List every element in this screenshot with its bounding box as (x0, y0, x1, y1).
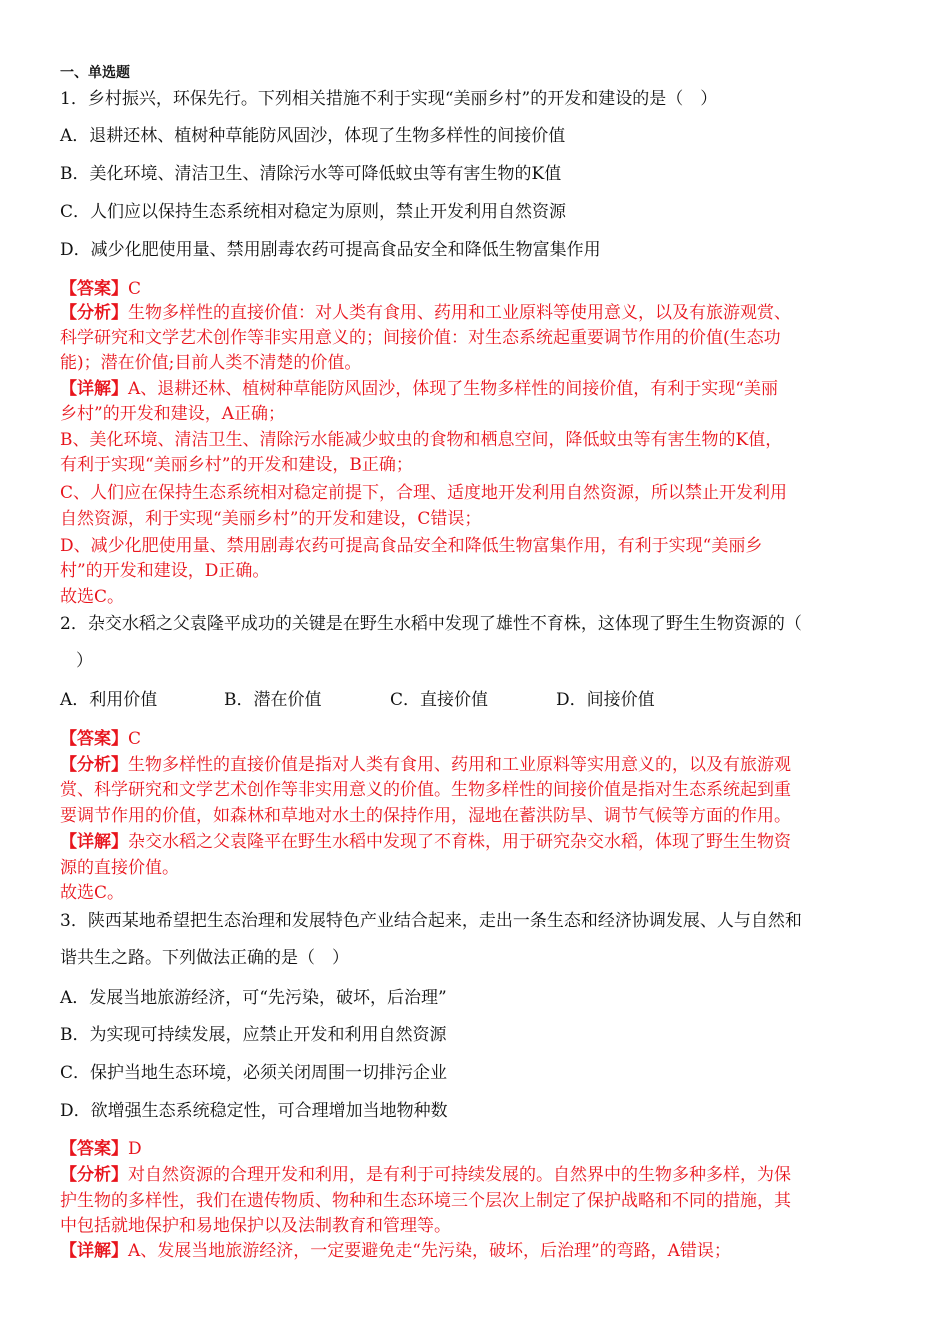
analysis-tag: 【分析】 (60, 303, 128, 323)
answer-value: C (128, 729, 142, 749)
q1-analysis-line: 能)；潜在价值;目前人类不清楚的价值。 (60, 353, 362, 373)
detail-text: A、退耕还林、植树种草能防风固沙，体现了生物多样性的间接价值，有利于实现“美丽 (128, 379, 778, 399)
q1-detail-line: 有利于实现“美丽乡村”的开发和建设，B正确； (60, 455, 413, 475)
answer-tag: 【答案】 (60, 279, 128, 299)
q1-option-b: B．美化环境、清洁卫生、清除污水等可降低蚊虫等有害生物的K值 (60, 164, 562, 184)
q2-option-c: C．直接价值 (390, 690, 489, 710)
q1-option-a: A．退耕还林、植树种草能防风固沙，体现了生物多样性的间接价值 (60, 126, 566, 146)
answer-tag: 【答案】 (60, 1139, 128, 1159)
detail-text: 杂交水稻之父袁隆平在野生水稻中发现了不育株，用于研究杂交水稻，体现了野生生物资 (128, 832, 791, 852)
q3-analysis-line (60, 1164, 791, 1186)
q3-answer (60, 1138, 142, 1160)
analysis-text: 生物多样性的直接价值：对人类有食用、药用和工业原料等使用意义，以及有旅游观赏、 (128, 303, 791, 323)
q2-detail-line (60, 831, 791, 853)
analysis-text: 对自然资源的合理开发和利用，是有利于可持续发展的。自然界中的生物多种多样，为保 (128, 1165, 791, 1185)
q1-conclusion: 故选C。 (60, 587, 125, 607)
q2-analysis-line: 赏、科学研究和文学艺术创作等非实用意义的价值。生物多样性的间接价值是指对生态系统起到重 (60, 780, 791, 800)
detail-tag: 【详解】 (60, 1241, 128, 1261)
q2-analysis-line (60, 754, 791, 776)
q2-conclusion: 故选C。 (60, 883, 125, 903)
q3-option-a: A．发展当地旅游经济，可“先污染，破坏，后治理” (60, 988, 447, 1008)
q1-detail-line: B、美化环境、清洁卫生、清除污水能减少蚊虫的食物和栖息空间，降低蚊虫等有害生物的K值， (60, 430, 783, 450)
q3-analysis-line: 护生物的多样性，我们在遗传物质、物种和生态环境三个层次上制定了保护战略和不同的措施，其 (60, 1191, 791, 1211)
detail-text: A、发展当地旅游经济，一定要避免走“先污染，破坏，后治理”的弯路，A错误； (128, 1241, 731, 1261)
q1-detail-line: 村”的开发和建设，D正确。 (60, 561, 270, 581)
q1-stem: 1．乡村振兴，环保先行。下列相关措施不利于实现“美丽乡村”的开发和建设的是（ ） (60, 89, 718, 109)
q3-detail-line (60, 1240, 731, 1262)
q1-analysis-line (60, 302, 791, 324)
q1-detail-line: 自然资源，利于实现“美丽乡村”的开发和建设，C错误； (60, 509, 482, 529)
answer-value: D (128, 1139, 142, 1159)
answer-value: C (128, 279, 142, 299)
section-title: 一、单选题 (60, 65, 130, 81)
q3-stem-line2: 谐共生之路。下列做法正确的是（ ） (60, 948, 349, 968)
q3-option-d: D．欲增强生态系统稳定性，可合理增加当地物种数 (60, 1101, 448, 1121)
q1-detail-line: 乡村”的开发和建设，A正确； (60, 404, 285, 424)
q2-detail-line: 源的直接价值。 (60, 858, 179, 878)
q3-option-c: C．保护当地生态环境，必须关闭周围一切排污企业 (60, 1063, 448, 1083)
q1-detail-line: C、人们应在保持生态系统相对稳定前提下，合理、适度地开发利用自然资源，所以禁止开发利用 (60, 483, 788, 503)
q1-detail-line: D、减少化肥使用量、禁用剧毒农药可提高食品安全和降低生物富集作用，有利于实现“美丽乡 (60, 536, 763, 556)
q1-answer (60, 278, 141, 300)
q1-option-c: C．人们应以保持生态系统相对稳定为原则，禁止开发利用自然资源 (60, 202, 567, 222)
analysis-tag: 【分析】 (60, 755, 128, 775)
answer-tag: 【答案】 (60, 729, 128, 749)
detail-tag: 【详解】 (60, 832, 128, 852)
q1-detail-line (60, 378, 778, 400)
q2-option-a: A．利用价值 (60, 690, 158, 710)
q3-analysis-line: 中包括就地保护和易地保护以及法制教育和管理等。 (60, 1216, 451, 1236)
analysis-text: 生物多样性的直接价值是指对人类有食用、药用和工业原料等实用意义的，以及有旅游观 (128, 755, 791, 775)
analysis-tag: 【分析】 (60, 1165, 128, 1185)
q3-stem: 3．陕西某地希望把生态治理和发展特色产业结合起来，走出一条生态和经济协调发展、人与自然和 (60, 911, 802, 931)
q1-analysis-line: 科学研究和文学艺术创作等非实用意义的；间接价值：对生态系统起重要调节作用的价值(生态功 (60, 328, 781, 348)
q2-analysis-line: 要调节作用的价值，如森林和草地对水土的保持作用，湿地在蓄洪防旱、调节气候等方面的作用。 (60, 806, 791, 826)
q2-stem-end: ） (76, 651, 93, 671)
q2-answer (60, 728, 141, 750)
detail-tag: 【详解】 (60, 379, 128, 399)
q3-option-b: B．为实现可持续发展，应禁止开发和利用自然资源 (60, 1025, 447, 1045)
q2-stem: 2．杂交水稻之父袁隆平成功的关键是在野生水稻中发现了雄性不育株，这体现了野生生物资源的（ (60, 614, 802, 634)
q1-option-d: D．减少化肥使用量、禁用剧毒农药可提高食品安全和降低生物富集作用 (60, 240, 601, 260)
q2-option-b: B．潜在价值 (224, 690, 322, 710)
q2-option-d: D．间接价值 (556, 690, 655, 710)
